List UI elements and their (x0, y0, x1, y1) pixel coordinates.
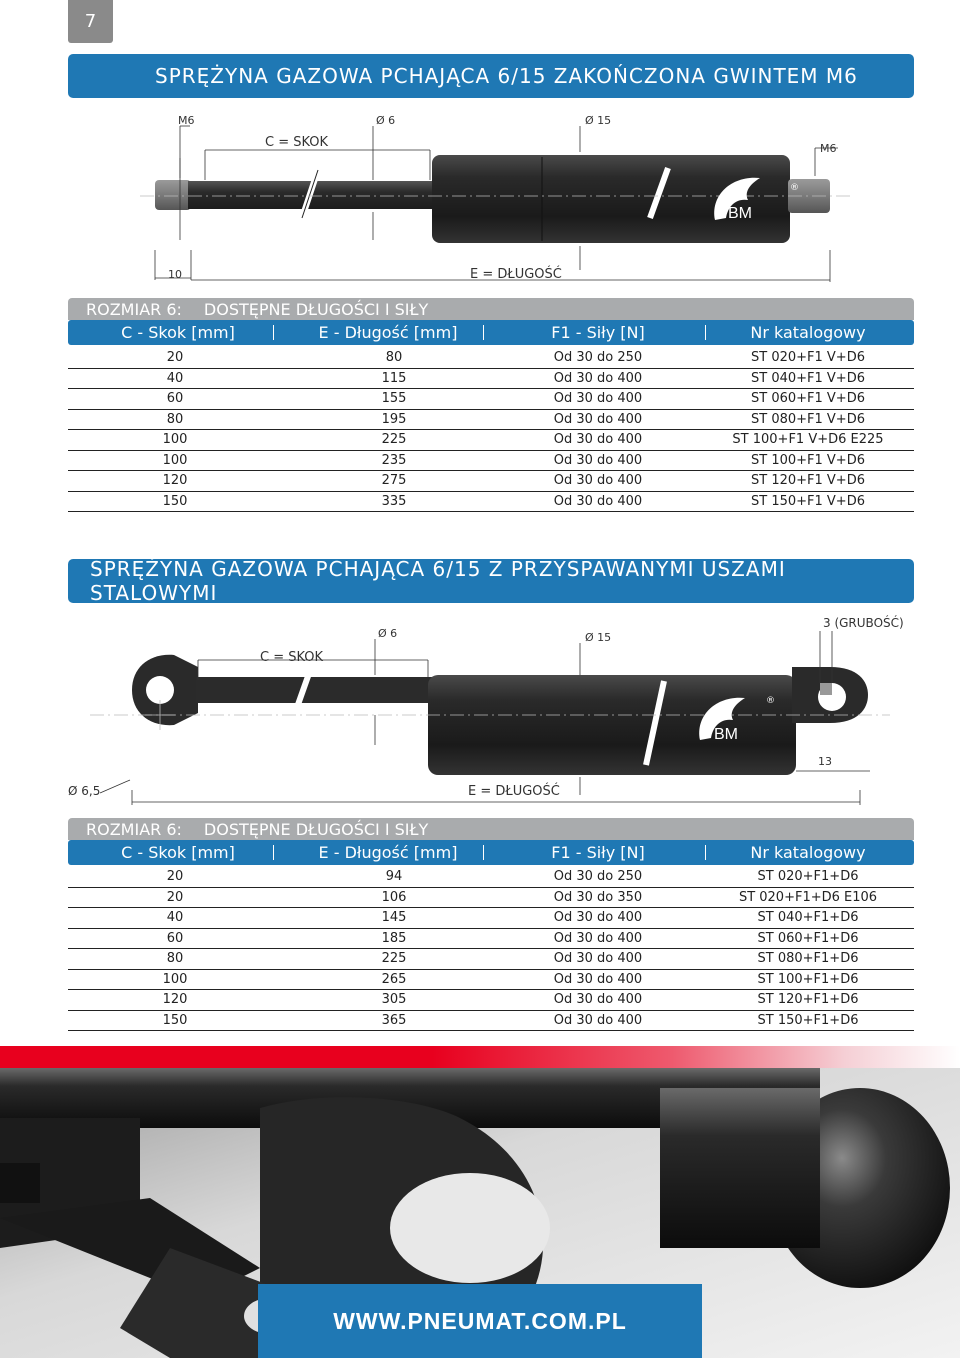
red-stripe (0, 1046, 960, 1068)
table1-header: ROZMIAR 6: DOSTĘPNE DŁUGOŚCI I SIŁY (68, 298, 914, 320)
logo-text: BM (728, 205, 752, 222)
svg-text:C = SKOK: C = SKOK (265, 135, 329, 150)
svg-text:M6: M6 (178, 114, 195, 127)
table2-column-headers: C - Skok [mm] E - Długość [mm] F1 - Siły [N] Nr katalogowy (68, 840, 914, 865)
table-row: 120 305 Od 30 do 400 ST 120+F1+D6 (68, 990, 914, 1011)
footer-url[interactable]: WWW.PNEUMAT.COM.PL (258, 1284, 702, 1358)
table-row: 40 145 Od 30 do 400 ST 040+F1+D6 (68, 908, 914, 929)
table1-column-headers: C - Skok [mm] E - Długość [mm] F1 - Siły [N] Nr katalogowy (68, 320, 914, 345)
svg-text:E = DŁUGOŚĆ: E = DŁUGOŚĆ (470, 267, 562, 282)
svg-text:M6: M6 (820, 142, 837, 155)
logo-text: BM (714, 726, 738, 743)
table-row: 40 115 Od 30 do 400 ST 040+F1 V+D6 (68, 369, 914, 390)
svg-text:C = SKOK: C = SKOK (260, 650, 324, 665)
svg-text:13: 13 (818, 755, 832, 768)
svg-text:Ø 15: Ø 15 (585, 631, 612, 644)
svg-text:10: 10 (168, 268, 182, 281)
svg-text:Ø 6,5: Ø 6,5 (68, 784, 101, 798)
svg-text:®: ® (766, 696, 775, 706)
table-row: 120 275 Od 30 do 400 ST 120+F1 V+D6 (68, 471, 914, 492)
gas-spring-threaded-diagram (60, 100, 920, 292)
table-row: 60 185 Od 30 do 400 ST 060+F1+D6 (68, 929, 914, 950)
table-row: 100 225 Od 30 do 400 ST 100+F1 V+D6 E225 (68, 430, 914, 451)
svg-text:Ø 15: Ø 15 (585, 114, 612, 127)
left-thread (155, 180, 191, 210)
svg-text:®: ® (790, 183, 799, 193)
table2-header: ROZMIAR 6: DOSTĘPNE DŁUGOŚCI I SIŁY (68, 818, 914, 840)
svg-text:3 (GRUBOŚĆ): 3 (GRUBOŚĆ) (823, 616, 904, 630)
table-row: 150 365 Od 30 do 400 ST 150+F1+D6 (68, 1011, 914, 1032)
table-row: 80 195 Od 30 do 400 ST 080+F1 V+D6 (68, 410, 914, 431)
piston-rod (196, 677, 432, 703)
page-number: 7 (68, 0, 113, 43)
section2-title: SPRĘŻYNA GAZOWA PCHAJĄCA 6/15 Z PRZYSPAWANYMI USZAMI STALOWYMI (68, 559, 914, 603)
table1 (68, 348, 914, 512)
table-row: 20 94 Od 30 do 250 ST 020+F1+D6 (68, 867, 914, 888)
table-row: 60 155 Od 30 do 400 ST 060+F1 V+D6 (68, 389, 914, 410)
table-row: 80 225 Od 30 do 400 ST 080+F1+D6 (68, 949, 914, 970)
table-row: 100 265 Od 30 do 400 ST 100+F1+D6 (68, 970, 914, 991)
svg-text:Ø 6: Ø 6 (378, 627, 398, 640)
table-row: 20 80 Od 30 do 250 ST 020+F1 V+D6 (68, 348, 914, 369)
svg-text:E = DŁUGOŚĆ: E = DŁUGOŚĆ (468, 784, 560, 799)
table-row: 150 335 Od 30 do 400 ST 150+F1 V+D6 (68, 492, 914, 513)
gas-spring-eyelet-diagram (60, 605, 920, 810)
svg-text:Ø 6: Ø 6 (376, 114, 396, 127)
section1-title: SPRĘŻYNA GAZOWA PCHAJĄCA 6/15 ZAKOŃCZONA GWINTEM M6 (68, 54, 914, 98)
table-row: 20 106 Od 30 do 350 ST 020+F1+D6 E106 (68, 888, 914, 909)
table-row: 100 235 Od 30 do 400 ST 100+F1 V+D6 (68, 451, 914, 472)
cylinder-body (428, 675, 796, 775)
table2 (68, 867, 914, 1031)
